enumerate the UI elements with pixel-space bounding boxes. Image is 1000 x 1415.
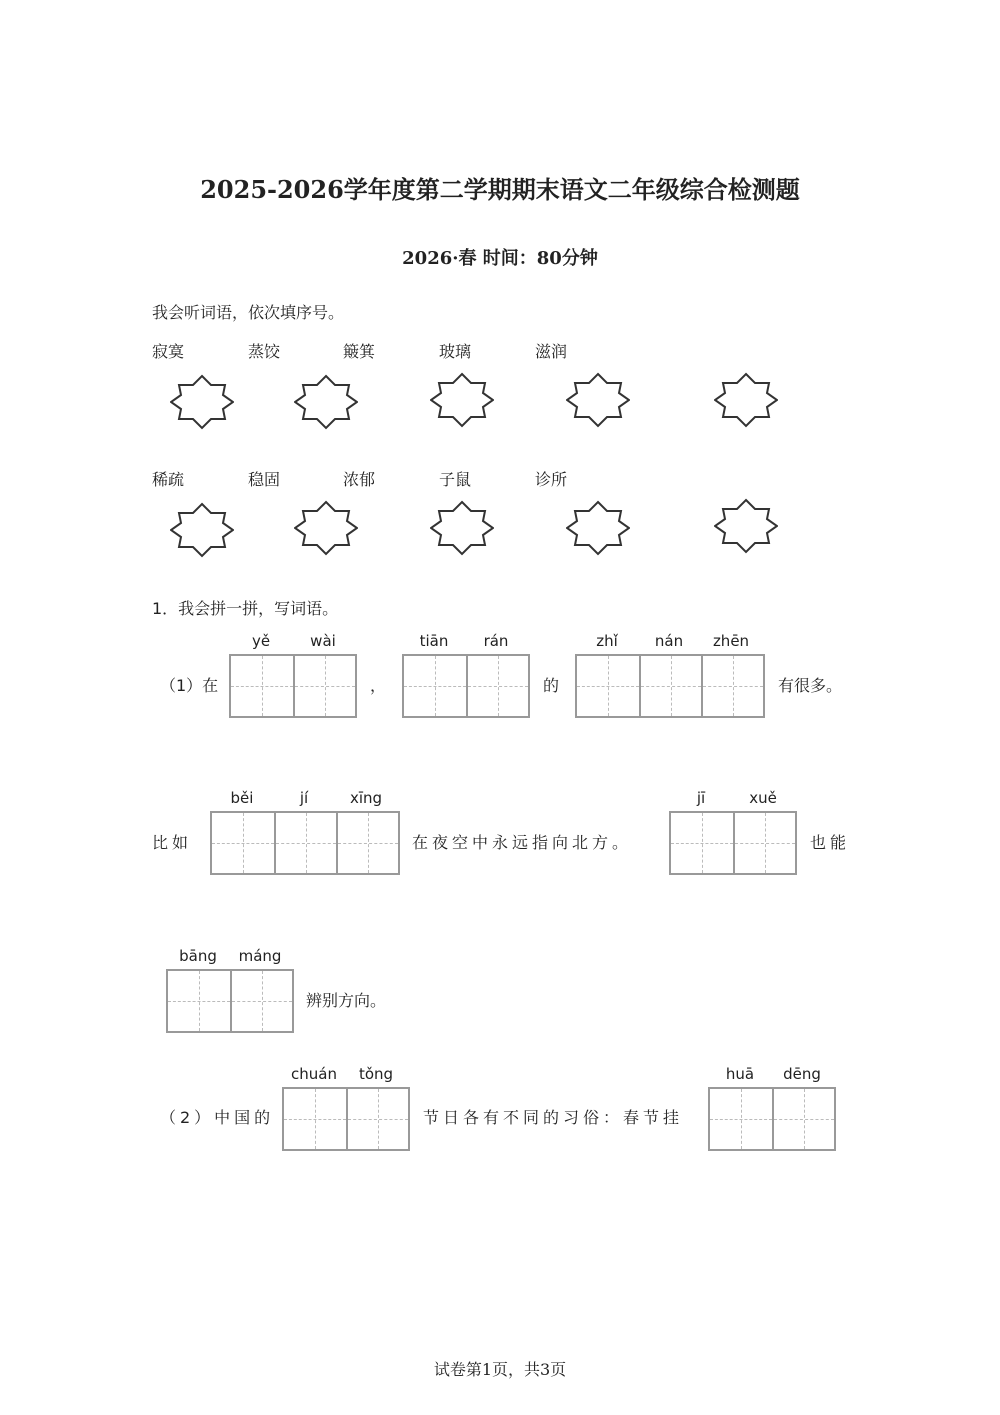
line1-suffix: 有很多。 <box>778 676 843 695</box>
star-answer-box-4[interactable] <box>566 372 630 428</box>
pinyin: huā <box>725 1065 755 1083</box>
page-footer: 试卷第1页，共3页 <box>433 1360 567 1379</box>
line1-comma: ， <box>370 676 387 695</box>
pinyin: běi <box>230 789 254 807</box>
writing-grid-zhinanzhen[interactable] <box>575 654 765 718</box>
grid-cell[interactable] <box>212 813 274 873</box>
word-4: 玻璃 <box>439 342 472 361</box>
star-answer-box-6[interactable] <box>170 502 234 558</box>
line2-middle: 在夜空中永远指向北方。 <box>412 833 633 852</box>
star-answer-box-3[interactable] <box>430 372 494 428</box>
pinyin: zhēn <box>712 632 750 650</box>
grid-cell[interactable] <box>284 1089 346 1149</box>
pinyin: rán <box>483 632 509 650</box>
question-1-label: 1．我会拼一拼，写词语。 <box>152 599 339 618</box>
exam-subtitle: 2026·春 时间：80分钟 <box>402 248 598 269</box>
pinyin: bāng <box>179 947 217 965</box>
word-7: 稳固 <box>248 470 281 489</box>
pinyin: tiān <box>419 632 449 650</box>
pinyin: xīng <box>349 789 383 807</box>
grid-cell[interactable] <box>466 656 528 716</box>
word-10: 诊所 <box>535 470 568 489</box>
grid-cell[interactable] <box>336 813 398 873</box>
pinyin: wài <box>310 632 336 650</box>
line4-prefix: （2）中国的 <box>160 1108 275 1127</box>
word-1: 寂寞 <box>152 342 185 361</box>
writing-grid-beijixing[interactable] <box>210 811 400 875</box>
star-answer-box-7[interactable] <box>294 500 358 556</box>
writing-grid-bangmang[interactable] <box>166 969 294 1033</box>
line2-prefix: 比如 <box>152 833 193 852</box>
pinyin: xuě <box>749 789 777 807</box>
grid-cell[interactable] <box>404 656 466 716</box>
pinyin: jī <box>696 789 706 807</box>
word-8: 浓郁 <box>343 470 376 489</box>
exam-title: 2025-2026学年度第二学期期末语文二年级综合检测题 <box>200 175 800 204</box>
line4-middle: 节日各有不同的习俗：春节挂 <box>423 1108 684 1127</box>
grid-cell[interactable] <box>701 656 763 716</box>
pinyin: nán <box>654 632 684 650</box>
listen-instruction: 我会听词语，依次填序号。 <box>152 303 345 322</box>
writing-grid-huadeng[interactable] <box>708 1087 836 1151</box>
grid-cell[interactable] <box>710 1089 772 1149</box>
grid-cell[interactable] <box>772 1089 834 1149</box>
grid-cell[interactable] <box>346 1089 408 1149</box>
star-answer-box-1[interactable] <box>170 374 234 430</box>
word-6: 稀疏 <box>152 470 185 489</box>
pinyin: tǒng <box>358 1065 394 1083</box>
star-answer-box-5[interactable] <box>714 372 778 428</box>
pinyin: máng <box>238 947 282 965</box>
pinyin: yě <box>251 632 271 650</box>
star-answer-box-10[interactable] <box>714 498 778 554</box>
grid-cell[interactable] <box>577 656 639 716</box>
word-9: 子鼠 <box>439 470 472 489</box>
pinyin: jí <box>299 789 309 807</box>
line1-de: 的 <box>543 676 560 695</box>
pinyin: dēng <box>783 1065 821 1083</box>
line3-suffix: 辨别方向。 <box>306 991 387 1010</box>
grid-cell[interactable] <box>671 813 733 873</box>
writing-grid-jixue[interactable] <box>669 811 797 875</box>
grid-cell[interactable] <box>293 656 355 716</box>
star-answer-box-8[interactable] <box>430 500 494 556</box>
writing-grid-yewai[interactable] <box>229 654 357 718</box>
word-5: 滋润 <box>535 342 568 361</box>
writing-grid-tianran[interactable] <box>402 654 530 718</box>
grid-cell[interactable] <box>274 813 336 873</box>
pinyin: zhǐ <box>596 632 618 650</box>
grid-cell[interactable] <box>639 656 701 716</box>
grid-cell[interactable] <box>168 971 230 1031</box>
star-answer-box-2[interactable] <box>294 374 358 430</box>
grid-cell[interactable] <box>231 656 293 716</box>
word-2: 蒸饺 <box>248 342 281 361</box>
grid-cell[interactable] <box>733 813 795 873</box>
word-3: 簸箕 <box>343 342 376 361</box>
line2-suffix: 也能 <box>810 833 851 852</box>
writing-grid-chuantong[interactable] <box>282 1087 410 1151</box>
star-answer-box-9[interactable] <box>566 500 630 556</box>
grid-cell[interactable] <box>230 971 292 1031</box>
line1-prefix: （1）在 <box>160 676 219 695</box>
pinyin: chuán <box>291 1065 337 1083</box>
